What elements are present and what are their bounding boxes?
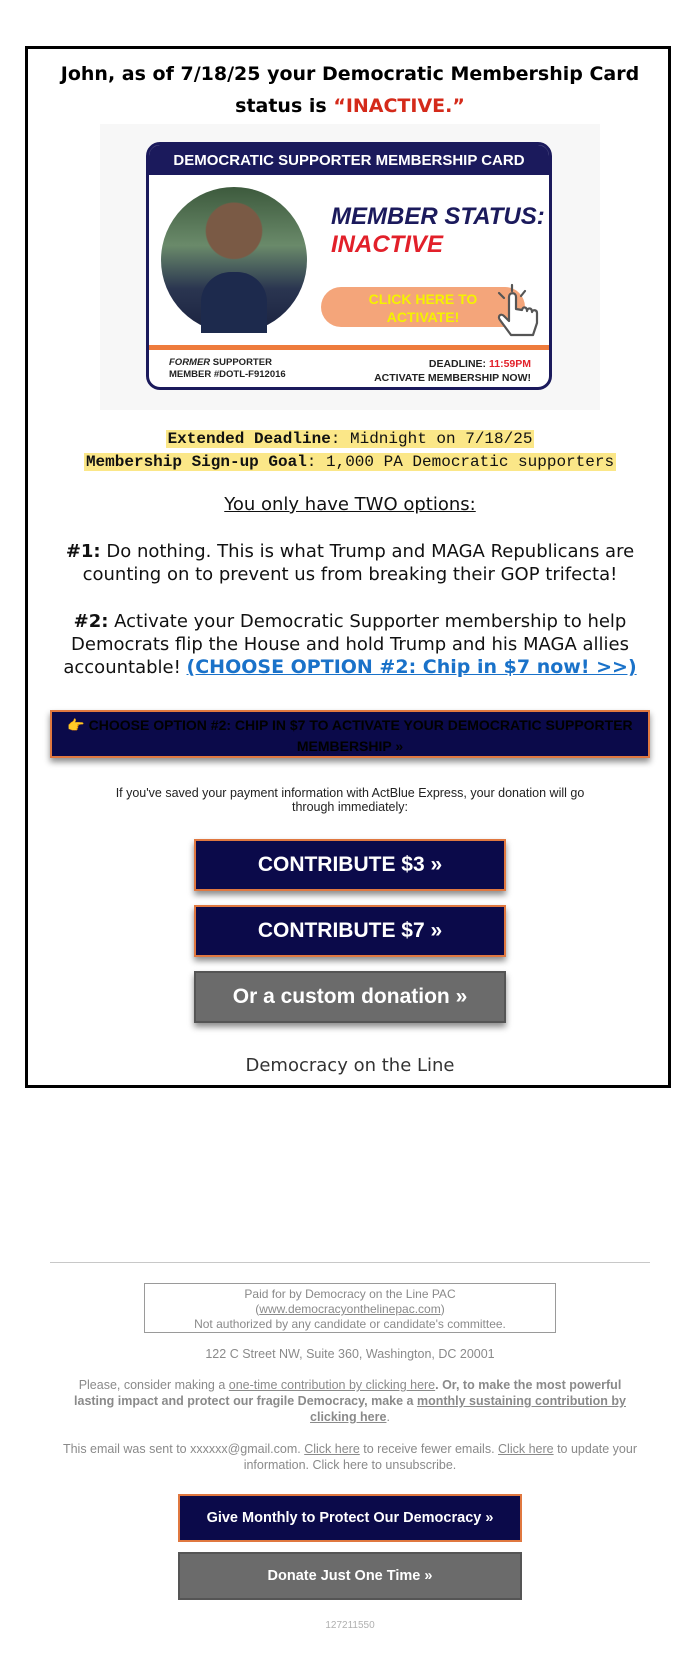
deadline-highlight: [166, 430, 535, 448]
options-title: You only have TWO options:: [224, 494, 476, 515]
option-1-text: Do nothing. This is what Trump and MAGA Republicans are counting on to prevent us from breaking their GOP trifecta!: [82, 541, 635, 585]
choose-option-2-label: CHOOSE OPTION #2: CHIP IN $7 TO ACTIVATE YOUR DEMOCRATIC SUPPORTER MEMBERSHIP »: [84, 717, 633, 754]
give-monthly-button[interactable]: Give Monthly to Protect Our Democracy »: [178, 1494, 522, 1542]
paid-for-website: [145, 1302, 555, 1317]
update-info-text: to update your information. Click here to unsubscribe.: [243, 1442, 638, 1472]
not-authorized-line: Not authorized by any candidate or candidate's committee.: [194, 1317, 506, 1331]
member-id: MEMBER #DOTL-F912016: [169, 369, 286, 380]
paid-for-box: [144, 1283, 556, 1333]
option-2-link[interactable]: (CHOOSE OPTION #2: Chip in $7 now! >>): [186, 656, 637, 678]
option-2-number: #2:: [73, 611, 109, 632]
deadline-label: Extended Deadline: [167, 430, 331, 448]
card-cta-line2: ACTIVATE!: [386, 309, 460, 325]
deadline-value: : Midnight on 7/18/25: [330, 430, 533, 448]
mailing-address: 122 C Street NW, Suite 360, Washington, DC 20001: [205, 1347, 495, 1361]
extended-deadline: [0, 428, 700, 450]
update-info-link[interactable]: Click here: [498, 1442, 554, 1456]
membership-card[interactable]: [146, 142, 552, 390]
headline: [40, 58, 660, 122]
contribution-appeal: [60, 1377, 640, 1425]
headline-line2: [40, 90, 660, 122]
pointing-finger-icon: 👉: [67, 717, 85, 733]
paid-for-line: Paid for by Democracy on the Line PAC: [244, 1287, 456, 1301]
card-deadline-time: 11:59PM: [488, 358, 531, 370]
paren-close: ): [440, 1302, 445, 1316]
contribute-3-button[interactable]: CONTRIBUTE $3 »: [194, 839, 506, 891]
email-preferences: [60, 1441, 640, 1473]
pac-website-link[interactable]: www.democracyonthelinepac.com: [259, 1302, 441, 1316]
member-status-label: MEMBER STATUS:: [331, 203, 545, 230]
signature: Democracy on the Line: [245, 1055, 455, 1076]
goal-value: : 1,000 PA Democratic supporters: [306, 453, 615, 471]
headline-line1: John, as of 7/18/25 your Democratic Membership Card: [60, 63, 640, 85]
contribute-7-button[interactable]: CONTRIBUTE $7 »: [194, 905, 506, 957]
card-deadline-line: [374, 357, 531, 371]
former-prefix: FORMER: [169, 357, 211, 368]
appeal-prefix: Please, consider making a: [78, 1378, 229, 1392]
card-member-info: [169, 357, 286, 381]
headline-status: “INACTIVE.”: [333, 95, 465, 117]
option-1: [56, 540, 644, 586]
portrait-body: [201, 272, 267, 333]
member-status-value: INACTIVE: [331, 231, 444, 258]
monthly-contribution-link[interactable]: monthly sustaining contribution by clicking here: [310, 1394, 626, 1424]
appeal-middle: . Or, to make the most powerful lasting impact and protect our fragile Democracy, make a: [74, 1378, 622, 1408]
card-deadline-label: DEADLINE:: [428, 358, 489, 370]
card-header: DEMOCRATIC SUPPORTER MEMBERSHIP CARD: [149, 145, 549, 175]
option-2-text: Activate your Democratic Supporter membership to help Democrats flip the House and hold Trump and his MAGA allies accountable!: [63, 611, 629, 678]
custom-donation-button[interactable]: Or a custom donation »: [194, 971, 506, 1023]
former-suffix: SUPPORTER: [210, 357, 272, 368]
card-activate-line: ACTIVATE MEMBERSHIP NOW!: [374, 372, 531, 384]
footer-divider: [50, 1262, 650, 1263]
paren-open: (: [255, 1302, 260, 1316]
appeal-end: .: [386, 1410, 390, 1424]
option-1-number: #1:: [65, 541, 101, 562]
donate-one-time-button[interactable]: Donate Just One Time »: [178, 1552, 522, 1600]
headline-prefix: status is: [235, 95, 334, 117]
former-supporter: [169, 357, 286, 369]
one-time-contribution-link[interactable]: one-time contribution by clicking here: [228, 1378, 436, 1392]
choose-option-2-button[interactable]: [50, 710, 650, 758]
signup-goal: [0, 451, 700, 473]
fewer-emails-text: to receive fewer emails.: [359, 1442, 499, 1456]
card-deadline: [374, 357, 531, 385]
card-cta-line1: CLICK HERE TO: [368, 291, 478, 307]
goal-label: Membership Sign-up Goal: [85, 453, 307, 471]
option-2: [56, 610, 644, 679]
goal-highlight: [84, 453, 616, 471]
fewer-emails-link[interactable]: Click here: [304, 1442, 360, 1456]
tracking-id: 127211550: [325, 1620, 375, 1631]
member-portrait: [161, 187, 307, 333]
sent-to-text: This email was sent to xxxxxx@gmail.com.: [62, 1442, 305, 1456]
card-divider: [149, 345, 549, 350]
pointing-hand-icon: [487, 283, 547, 343]
actblue-express-note: If you've saved your payment information with ActBlue Express, your donation will go through immediately:: [115, 786, 585, 814]
